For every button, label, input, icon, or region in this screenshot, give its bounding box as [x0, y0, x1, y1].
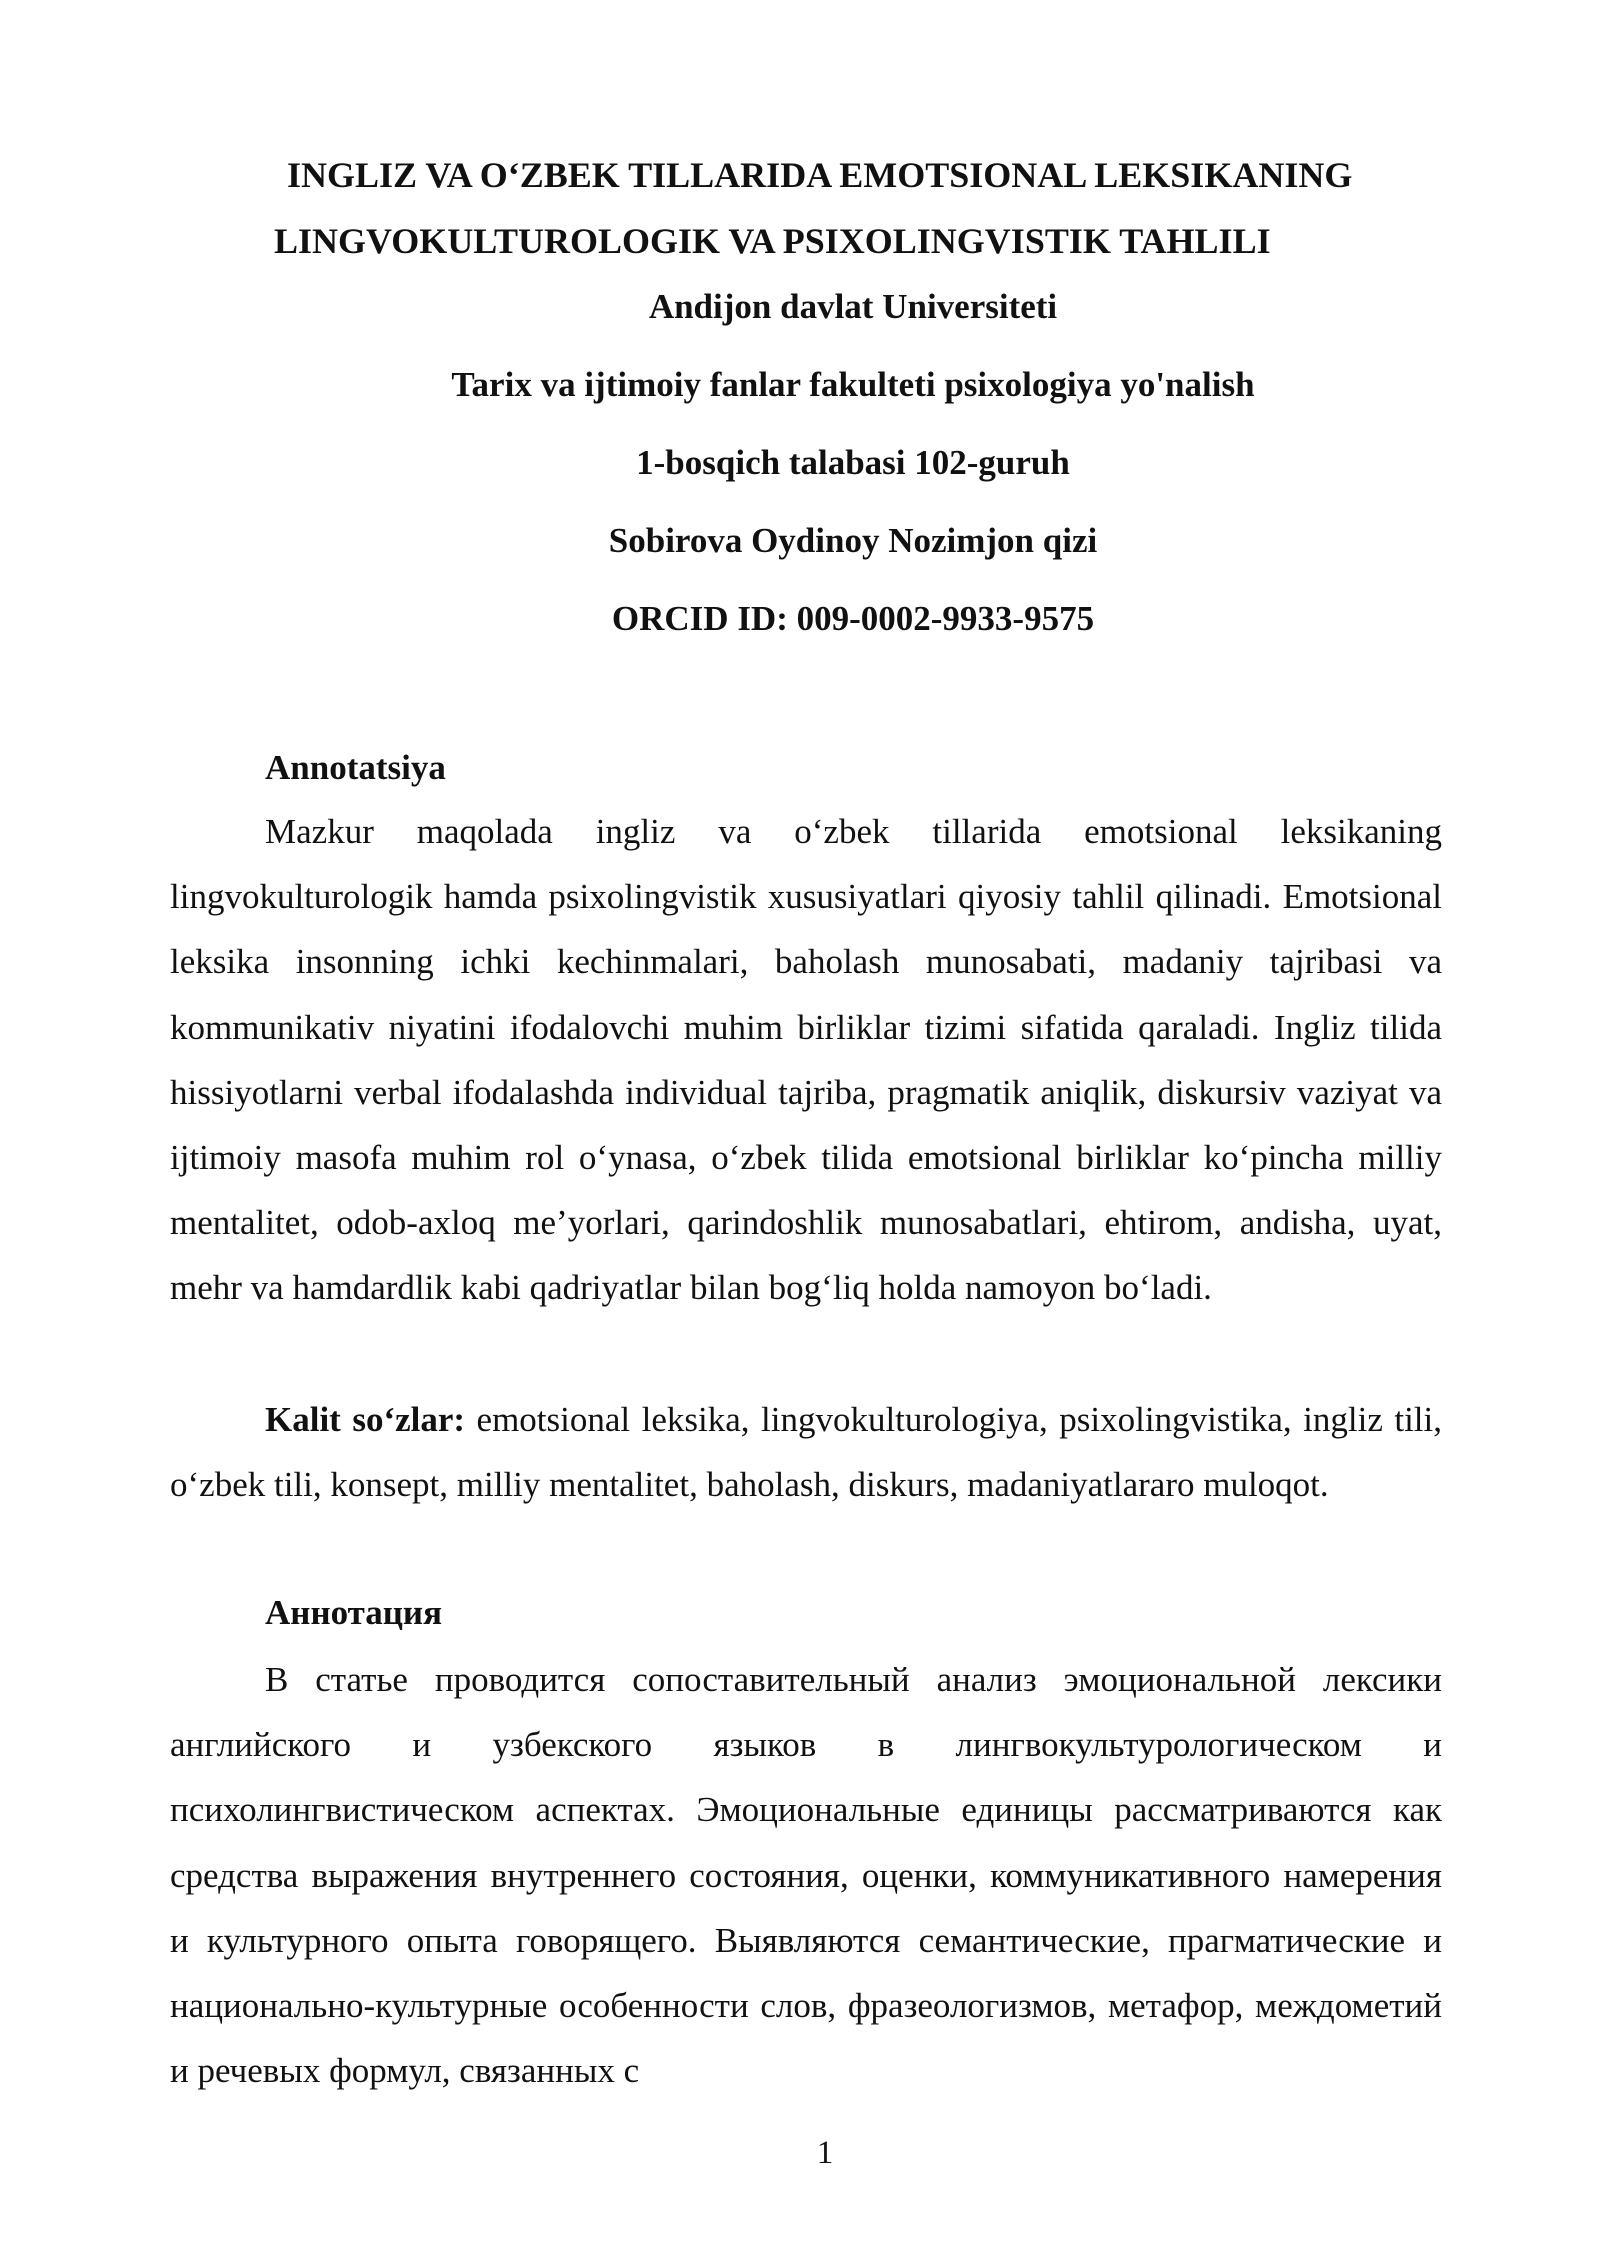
annotation-uz-block [170, 799, 1442, 1321]
faculty-name: Tarix va ijtimoiy fanlar fakulteti psixologiya yo'nalish [451, 365, 1255, 404]
keywords-paragraph [170, 1387, 1442, 1517]
orcid-id: ORCID ID: 009-0002-9933-9575 [611, 599, 1095, 638]
title-line-1: INGLIZ VA O‘ZBEK TILLARIDA EMOTSIONAL LEKSIKANING [287, 155, 1353, 195]
university-name: Andijon davlat Universiteti [648, 287, 1058, 326]
author-name: Sobirova Oydinoy Nozimjon qizi [608, 521, 1098, 560]
course-group: 1-bosqich talabasi 102-guruh [636, 443, 1070, 482]
page-number: 1 [816, 2135, 834, 2171]
keywords-text: emotsional leksika, lingvokulturologiya, psixolingvistika, ingliz tili, o‘zbek tili, konsept, milliy mentalitet, baholash, diskurs, madaniyatlararo muloqot. [170, 1400, 1442, 1505]
keywords-label: Kalit so‘zlar: [265, 1400, 466, 1439]
annotation-ru-text: В статье проводится сопоставительный анализ эмоциональной лексики английского и узбекского языков в лингвокультурологическом и психолингвистическом аспектах. Эмоциональные единицы рассматриваются как средства выражения внутреннего состояния, оценки, коммуникативного намерения и культурного опыта говорящего. Выявляются семантические, прагматические и национально-культурные особенности слов, фразеологизмов, метафор, междометий и речевых формул, связанных с [170, 1660, 1442, 2091]
title-line-2: LINGVOKULTUROLOGIK VA PSIXOLINGVISTIK TAHLILI [274, 221, 1271, 261]
annotation-uz-heading: Annotatsiya [265, 748, 446, 787]
annotation-uz-text: Mazkur maqolada ingliz va o‘zbek tillarida emotsional leksikaning lingvokulturologik hamda psixolingvistik xususiyatlari qiyosiy tahlil qilinadi. Emotsional leksika insonning ichki kechinmalari, baholash munosabati, madaniy tajribasi va kommunikativ niyatini ifodalovchi muhim birliklar tizimi sifatida qaraladi. Ingliz tilida hissiyotlarni verbal ifodalashda individual tajriba, pragmatik aniqlik, diskursiv vaziyat va ijtimoiy masofa muhim rol o‘ynasa, o‘zbek tilida emotsional birliklar ko‘pincha milliy mentalitet, odob-axloq me’yorlari, qarindoshlik munosabatlari, ehtirom, andisha, uyat, mehr va hamdardlik kabi qadriyatlar bilan bog‘liq holda namoyon bo‘ladi. [170, 812, 1442, 1308]
annotation-ru-heading: Аннотация [265, 1593, 443, 1632]
keywords-block [170, 1387, 1442, 1517]
annotation-ru-block [170, 1647, 1442, 2103]
